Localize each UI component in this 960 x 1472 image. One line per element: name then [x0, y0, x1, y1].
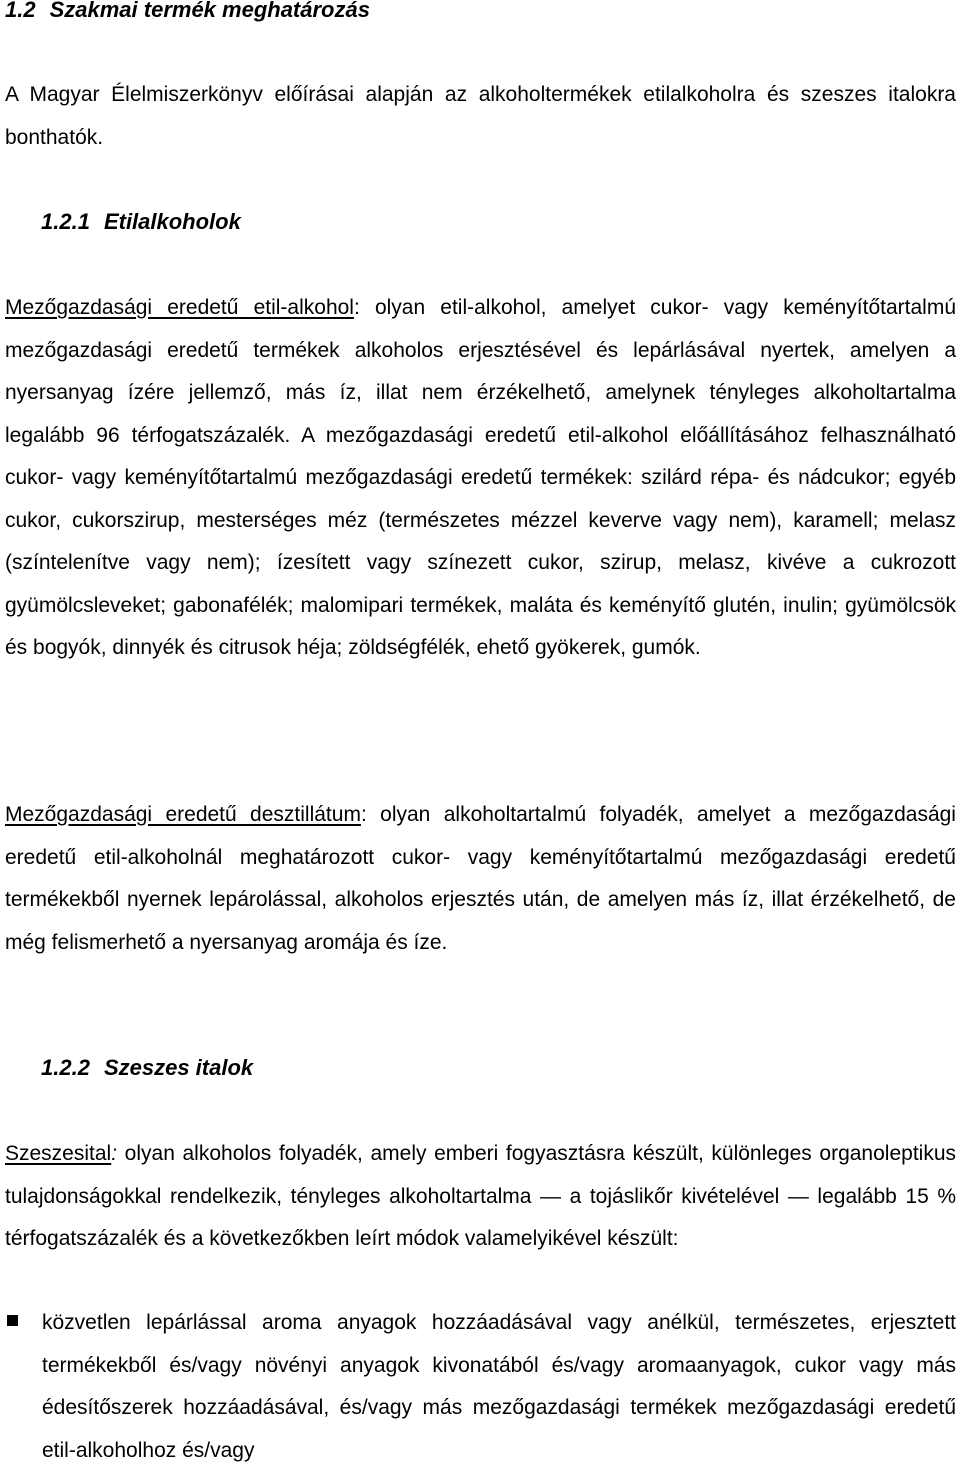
- list-item-text: közvetlen lepárlással aroma anyagok hozzáadásával vagy anélkül, természetes, erjesztett termékekből és/vagy növényi anyagok kivonatából és/vagy aromaanyagok, cukor vagy más édesítőszerek hozzáadásával, és/vagy más mezőgazdasági termékek mezőgazdasági eredetű etil-alkoholhoz és/vagy: [42, 1311, 956, 1462]
- defined-term: Szeszesital: [5, 1142, 112, 1165]
- definition-desztillatum: [5, 794, 956, 964]
- section-heading: [5, 0, 370, 22]
- subsection-number: 1.2.1: [41, 209, 90, 234]
- definition-szeszesital: [5, 1133, 956, 1261]
- section-number: 1.2: [5, 0, 36, 22]
- subsection-number: 1.2.2: [41, 1055, 90, 1080]
- section-title: Szakmai termék meghatározás: [49, 0, 370, 22]
- subsection-heading-etilalkoholok: [41, 210, 241, 234]
- definition-text: olyan alkoholtartalmú folyadék, amelyet a mezőgazdasági eredetű etil-alkoholnál meghatározott cukor- vagy keményítőtartalmú mezőgazdasági eredetű termékekből nyernek lepárolással, alkoholos erjesztés után, de amelyen más íz, illat érzékelhető, de még felismerhető a nyersanyag aromája és íze.: [5, 803, 956, 954]
- definition-etil-alkohol: [5, 287, 956, 670]
- defined-term: Mezőgazdasági eredetű etil-alkohol: [5, 296, 354, 319]
- definition-text: olyan etil-alkohol, amelyet cukor- vagy keményítőtartalmú mezőgazdasági eredetű termékek alkoholos erjesztésével és lepárlásával nyertek, amelyen a nyersanyag ízére jellemző, más íz, illat nem érzékelhető, amelynek tényleges alkoholtartalma legalább 96 térfogatszázalék. A mezőgazdasági eredetű etil-alkohol előállításához felhasználható cukor- vagy keményítőtartalmú mezőgazdasági eredetű termékek: szilárd répa- és nádcukor; egyéb cukor, cukorszirup, mesterséges méz (természetes mézzel keverve vagy nem), karamell; melasz (színtelenítve vagy nem); ízesített vagy színezett cukor, szirup, melasz, kivéve a cukrozott gyümölcsleveket; gabonafélék; malomipari termékek, maláta és keményítő glutén, inulin; gyümölcsök és bogyók, dinnyék és citrusok héja; zöldségfélék, ehető gyökerek, gumók.: [5, 296, 956, 659]
- list-item: [5, 1302, 956, 1472]
- term-separator: :: [360, 803, 367, 826]
- subsection-title: Szeszes italok: [103, 1055, 254, 1080]
- square-bullet-icon: [7, 1315, 18, 1326]
- defined-term: Mezőgazdasági eredetű desztillátum: [5, 803, 361, 826]
- definition-text: olyan alkoholos folyadék, amely emberi fogyasztásra készült, különleges organoleptikus tulajdonságokkal rendelkezik, tényleges alkoholtartalma — a tojáslikőr kivételével — legalább 15 % térfogatszázalék és a következőkben leírt módok valamelyikével készült:: [5, 1142, 956, 1250]
- subsection-heading-szeszes-italok: [41, 1056, 253, 1080]
- method-list: [5, 1302, 956, 1472]
- subsection-title: Etilalkoholok: [103, 209, 241, 234]
- term-separator: :: [353, 296, 360, 319]
- term-separator: :: [111, 1142, 118, 1165]
- intro-paragraph: A Magyar Élelmiszerkönyv előírásai alapján az alkoholtermékek etilalkoholra és szeszes italokra bonthatók.: [5, 83, 956, 149]
